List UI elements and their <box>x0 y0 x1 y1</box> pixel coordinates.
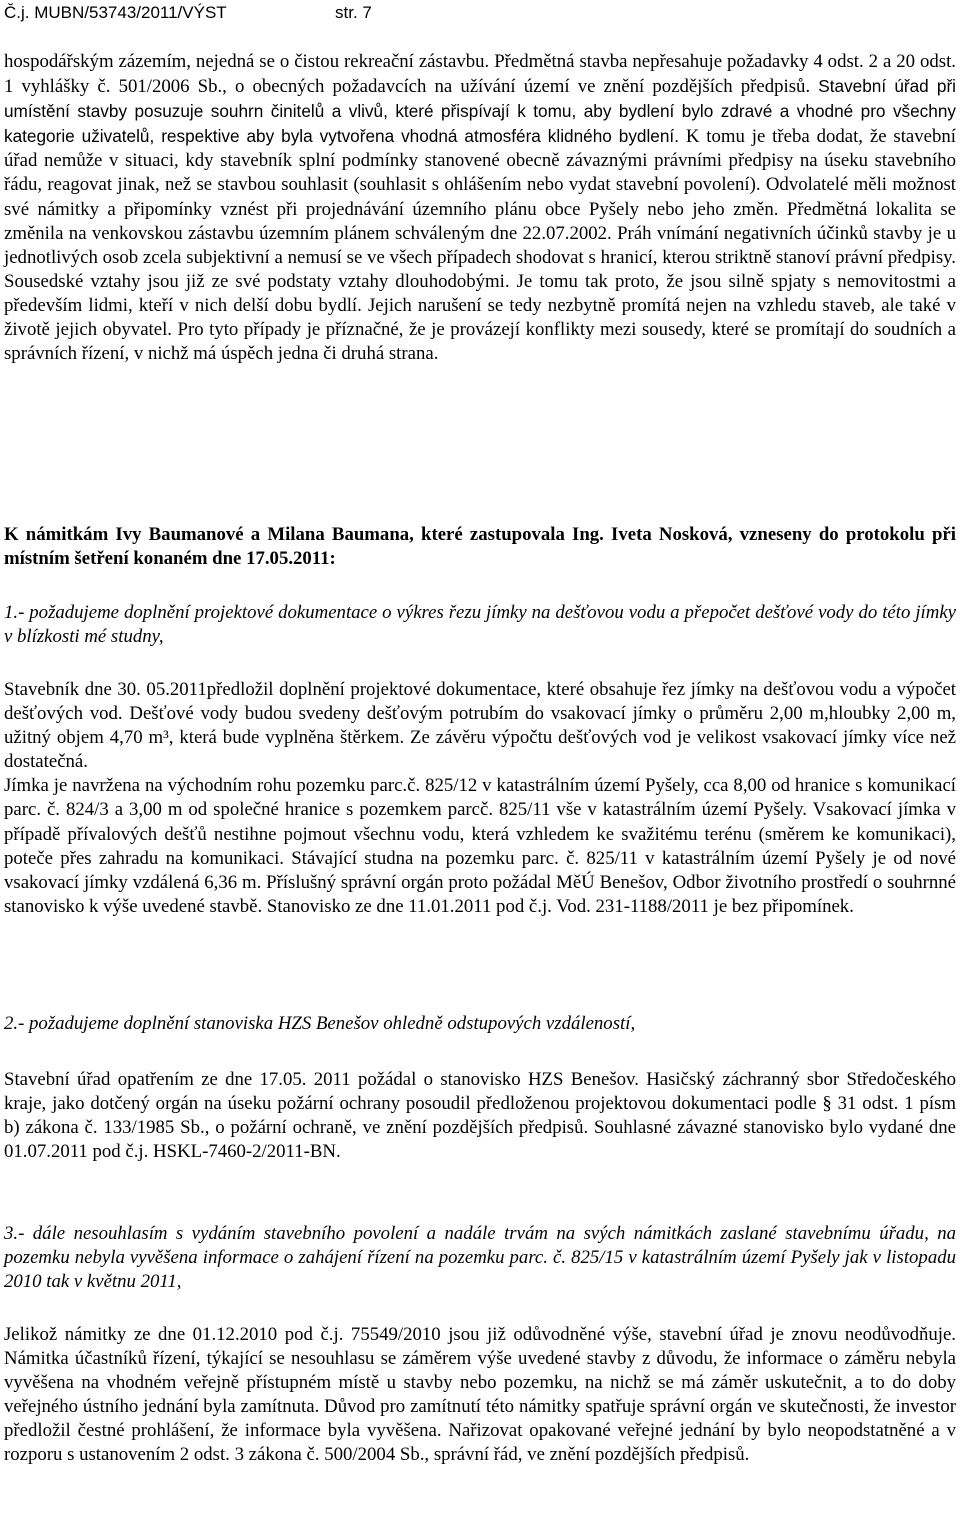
page-header <box>4 2 956 24</box>
intro-sentence-2: Stavební úřad při umístění stavby posuzuje souhrn činitelů a vlivů, které přispívají k tomu, aby bydlení bylo zdravé a vhodné pro všechny kategorie uživatelů, respektive aby byla vytvořena vhodná atmosféra klidného bydlení. <box>4 76 957 147</box>
objection-3: 3.- dále nesouhlasím s vydáním stavebního povolení a nadále trvám na svých námitkách zaslané stavebnímu úřadu, na pozemku nebyla vyvěšena informace o zahájení řízení na pozemku parc. č. 825/15 v katastrálním území Pyšely jak v listopadu 2010 tak v květnu 2011, <box>4 1223 956 1293</box>
objection-1: 1.- požadujeme doplnění projektové dokumentace o výkres řezu jímky na dešťovou vodu a přepočet dešťové vody do této jímky v blízkosti mé studny, <box>4 602 956 648</box>
intro-paragraph <box>4 50 956 366</box>
objection-3-response: Jelikož námitky ze dne 01.12.2010 pod č.j. 75549/2010 jsou již odůvodněné výše, stavební úřad je znovu neodůvodňuje. Námitka účastníků řízení, týkající se nesouhlasu se záměrem výše uvedené stavby z důvodu, že informace o záměru nebyla vyvěšena na vhodném veřejně přístupném místě u stavby nebo pozemku, na nichž se má záměr uskutečnit, a to do doby veřejného ústního jednání byla zamítnuta. Důvod pro zamítnutí této námitky spatřuje správní orgán ve skutečnosti, že investor předložil čestné prohlášení, že informace byla vyvěšena. Nařizovat opakované veřejné jednání by bylo neopodstatněné a v rozporu s ustanovením 2 odst. 3 zákona č. 500/2004 Sb., správní řád, ve znění pozdějších předpisů. <box>4 1324 956 1466</box>
objection-1-response <box>4 678 956 919</box>
objection-2-response: Stavební úřad opatřením ze dne 17.05. 2011 požádal o stanovisko HZS Benešov. Hasičský záchranný sbor Středočeského kraje, jako dotčený orgán na úseku požární ochrany posoudil předloženou projektovou dokumentaci podle § 31 odst. 1 písm b) zákona č. 133/1985 Sb., o požární ochraně, ve znění pozdějších předpisů. Souhlasné závazné stanovisko bylo vydané dne 01.07.2011 pod č.j. HSKL-7460-2/2011-BN. <box>4 1069 956 1163</box>
document-reference: Č.j. MUBN/53743/2011/VÝST <box>4 3 227 22</box>
objection-2: 2.- požadujeme doplnění stanoviska HZS Benešov ohledně odstupových vzdáleností, <box>4 1013 636 1034</box>
section-heading: K námitkám Ivy Baumanové a Milana Baumana, které zastupovala Ing. Iveta Nosková, vzneseny do protokolu při místním šetření konaném dne 17.05.2011: <box>4 524 956 570</box>
objection-1-response-part-2: Jímka je navržena na východním rohu pozemku parc.č. 825/12 v katastrálním území Pyšely, cca 8,00 od hranice s komunikací parc. č. 824/3 a 3,00 m od společné hranice s pozemkem parcč. 825/11 vše v katastrálním území Pyšely. Vsakovací jímka v případě přívalových dešťů nestihne pojmout všechnu vodu, která vzhledem ke svažitému terénu (směrem ke komunikaci), poteče přes zahradu na komunikaci. Stávající studna na pozemku parc. č. 825/11 v katastrálním území Pyšely je od nové vsakovací jímky vzdálená 6,36 m. Příslušný správní orgán proto požádal MěÚ Benešov, Odbor životního prostředí o souhrnné stanovisko k výše uvedené stavbě. Stanovisko ze dne 11.01.2011 pod č.j. Vod. 231-1188/2011 je bez připomínek. <box>4 775 956 917</box>
page-number: str. 7 <box>335 3 372 22</box>
intro-sentence-3: K tomu je třeba dodat, že stavební úřad nemůže v situaci, kdy stavebník splní podmínky stanovené obecně závaznými právními předpisy na úseku stavebního řádu, reagovat jinak, než se stavbou souhlasit (souhlasit s ohlášením nebo vydat stavební povolení). Odvolatelé měli možnost své námitky a připomínky vznést při projednávání územního plánu obce Pyšely nebo jeho změn. Předmětná lokalita se změnila na venkovskou zástavbu územním plánem schváleným dne 22.07.2002. Práh vnímání negativních účinků stavby je u jednotlivých osob zcela subjektivní a nemusí se ve všech případech shodovat s hranicí, kterou striktně stanoví právní předpisy. Sousedské vztahy jsou již ze své podstaty vztahy dlouhodobými. Je tomu tak proto, že jsou silně spjaty s nemovitostmi a především lidmi, kteří v nich delší dobu bydlí. Jejich narušení se tedy nezbytně promítá nejen na vzhledu staveb, ale také v životě jejich obyvatel. Pro tyto případy je příznačné, že je provázejí konflikty mezi sousedy, které se promítají do soudních a správních řízení, v nichž má úspěch jedna či druhá strana. <box>4 126 956 365</box>
objection-1-response-part-1: Stavebník dne 30. 05.2011předložil doplnění projektové dokumentace, které obsahuje řez jímky na dešťovou vodu a výpočet dešťových vod. Dešťové vody budou svedeny dešťovým potrubím do vsakovací jímky o průměru 2,00 m,hloubky 2,00 m, užitný objem 4,70 m³, která bude vyplněna štěrkem. Ze závěru výpočtu dešťových vod je velikost vsakovací jímky více než dostatečná. <box>4 679 956 773</box>
intro-sentence-1: hospodářským zázemím, nejedná se o čistou rekreační zástavbu. Předmětná stavba nepřesahuje požadavky 4 odst. 2 a 20 odst. 1 vyhlášky č. 501/2006 Sb., o obecných požadavcích na užívání území ve znění pozdějších předpisů. <box>4 51 956 98</box>
